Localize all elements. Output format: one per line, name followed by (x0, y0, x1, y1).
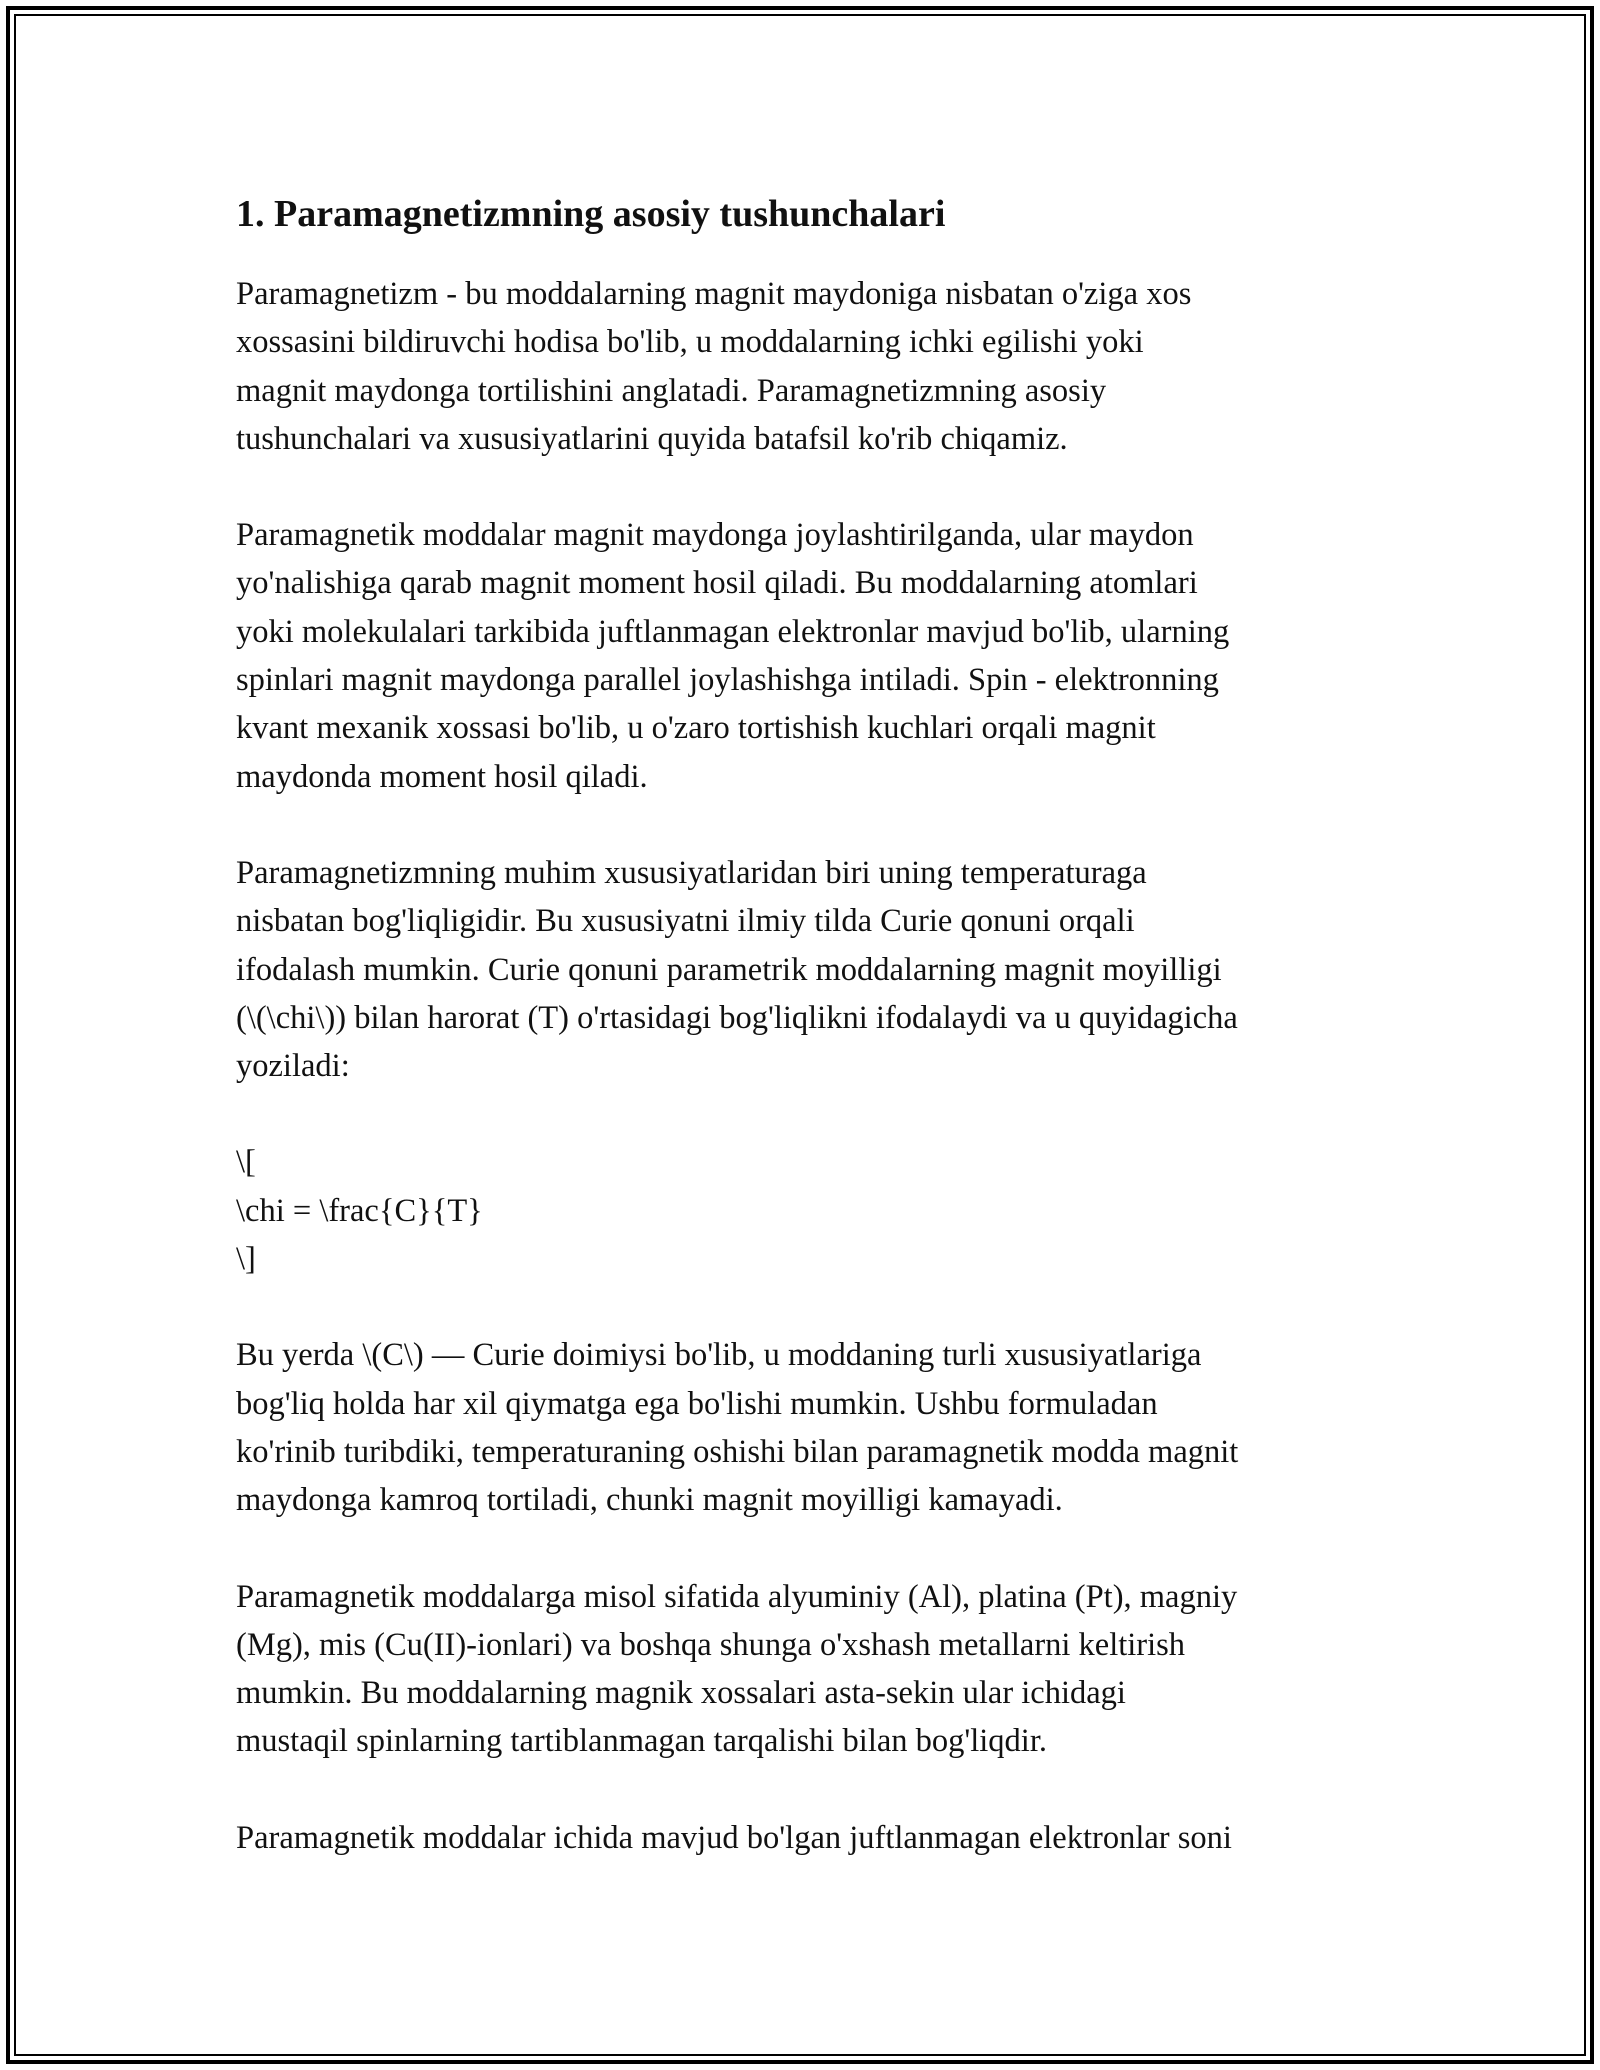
paragraph-intro: Paramagnetizm - bu moddalarning magnit maydoniga nisbatan o'ziga xos xossasini bildiruvchi hodisa bo'lib, u moddalarning ichki egilishi yoki magnit maydonga tortilishini anglatadi. Paramagnetizmning asosiy tushunchalari va xususiyatlarini quyida batafsil ko'rib chiqamiz. (236, 276, 1192, 457)
paragraph-examples: Paramagnetik moddalarga misol sifatida alyuminiy (Al), platina (Pt), magniy (Mg), mis (Cu(II)-ionlari) va boshqa shunga o'xshash metallarni keltirish mumkin. Bu moddalarning magnik xossalari asta-sekin ular ichidagi mustaqil spinlarning tartiblanmagan tarqalishi bilan bog'liqdir. (236, 1578, 1238, 1760)
paragraph-curie-law: Paramagnetizmning muhim xususiyatlaridan biri uning temperaturaga nisbatan bog'liqligidir. Bu xususiyatni ilmiy tilda Curie qonuni orqali ifodalash mumkin. Curie qonuni parametrik moddalarning magnit moyilligi (\(\chi\)) bilan harorat (T) o'rtasidagi bog'liqlikni ifodalaydi va u quyidagicha yoziladi: (236, 854, 1238, 1085)
section-heading: 1. Paramagnetizmning asosiy tushunchalari (236, 193, 946, 235)
paragraph-electrons: Paramagnetik moddalar ichida mavjud bo'lgan juftlanmagan elektronlar soni (236, 1819, 1232, 1856)
formula-block: \[ \chi = \frac{C}{T} \] (236, 1144, 483, 1278)
paragraph-spin: Paramagnetik moddalar magnit maydonga joylashtirilganda, ular maydon yo'nalishiga qarab magnit moment hosil qiladi. Bu moddalarning atomlari yoki molekulalari tarkibida juftlanmagan elektronlar mavjud bo'lib, ularning spinlari magnit maydonga parallel joylashishga intiladi. Spin - elektronning kvant mexanik xossasi bo'lib, u o'zaro tortishish kuchlari orqali magnit maydonda moment hosil qiladi. (236, 517, 1230, 795)
document-body (236, 184, 1376, 1910)
paragraph-curie-constant: Bu yerda \(C\) — Curie doimiysi bo'lib, u moddaning turli xususiyatlariga bog'liq holda har xil qiymatga ega bo'lishi mumkin. Ushbu formuladan ko'rinib turibdiki, temperaturaning oshishi bilan paramagnetik modda magnit maydonga kamroq tortiladi, chunki magnit moyilligi kamayadi. (236, 1337, 1239, 1519)
